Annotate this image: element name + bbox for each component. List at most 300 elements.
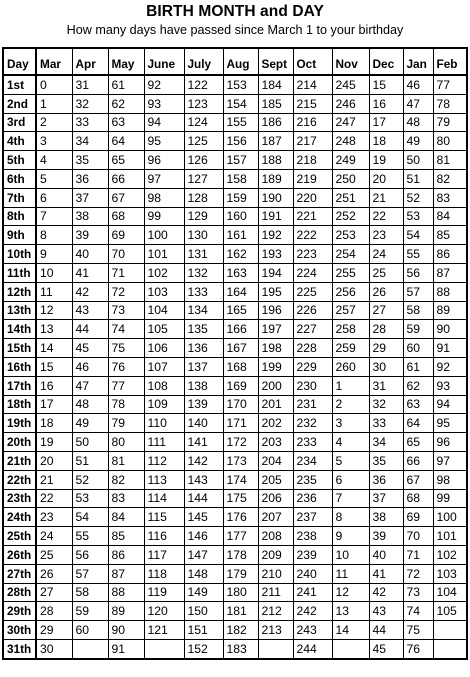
day-label-cell: 20th [3, 433, 36, 452]
day-count-cell: 60 [403, 339, 433, 358]
day-count-cell: 133 [184, 282, 223, 301]
day-count-cell: 119 [144, 583, 184, 602]
day-count-cell: 65 [403, 433, 433, 452]
day-count-cell: 68 [108, 207, 144, 226]
day-count-cell: 137 [184, 357, 223, 376]
day-count-cell: 239 [293, 545, 332, 564]
day-count-cell: 131 [184, 245, 223, 264]
day-count-cell: 32 [72, 94, 108, 113]
day-count-cell: 98 [433, 470, 467, 489]
day-count-cell: 46 [403, 75, 433, 94]
day-count-cell: 107 [144, 357, 184, 376]
day-label-cell: 29th [3, 602, 36, 621]
day-label-cell: 2nd [3, 94, 36, 113]
day-count-cell: 71 [403, 545, 433, 564]
table-row [3, 414, 467, 433]
day-count-cell: 68 [403, 489, 433, 508]
day-count-cell: 20 [369, 169, 403, 188]
day-count-cell: 143 [184, 470, 223, 489]
day-count-cell: 115 [144, 508, 184, 527]
day-count-cell: 255 [332, 263, 369, 282]
day-count-cell [332, 639, 369, 658]
day-count-cell: 154 [223, 94, 258, 113]
day-label-cell: 26th [3, 545, 36, 564]
day-label-cell: 30th [3, 621, 36, 640]
day-count-cell: 123 [184, 94, 223, 113]
day-count-cell: 51 [72, 451, 108, 470]
day-label-cell: 25th [3, 527, 36, 546]
table-row [3, 226, 467, 245]
day-count-cell [433, 639, 467, 658]
day-count-cell: 207 [258, 508, 293, 527]
day-count-cell: 170 [223, 395, 258, 414]
day-label-cell: 4th [3, 132, 36, 151]
day-count-cell: 259 [332, 339, 369, 358]
table-row [3, 545, 467, 564]
column-header-mar: Mar [36, 48, 72, 75]
day-count-cell: 91 [108, 639, 144, 658]
day-count-cell: 79 [433, 113, 467, 132]
day-count-cell: 8 [332, 508, 369, 527]
day-label-cell: 19th [3, 414, 36, 433]
day-count-cell: 216 [293, 113, 332, 132]
day-count-cell: 148 [184, 564, 223, 583]
day-count-cell: 39 [72, 226, 108, 245]
day-count-cell: 126 [184, 151, 223, 170]
day-count-cell: 122 [184, 75, 223, 94]
day-count-cell: 80 [108, 433, 144, 452]
day-count-cell: 103 [433, 564, 467, 583]
table-row [3, 470, 467, 489]
table-row [3, 564, 467, 583]
day-count-cell: 103 [144, 282, 184, 301]
day-count-cell: 217 [293, 132, 332, 151]
day-label-cell: 17th [3, 376, 36, 395]
day-count-cell: 200 [258, 376, 293, 395]
table-row [3, 188, 467, 207]
table-row [3, 320, 467, 339]
day-label-cell: 6th [3, 169, 36, 188]
day-count-cell: 21 [36, 470, 72, 489]
day-count-cell: 40 [369, 545, 403, 564]
day-count-cell: 87 [433, 263, 467, 282]
day-count-cell: 11 [332, 564, 369, 583]
day-count-cell: 189 [258, 169, 293, 188]
day-count-cell: 138 [184, 376, 223, 395]
day-count-cell: 105 [433, 602, 467, 621]
day-count-cell: 117 [144, 545, 184, 564]
day-count-cell: 36 [369, 470, 403, 489]
day-count-cell: 3 [36, 132, 72, 151]
day-count-cell: 112 [144, 451, 184, 470]
day-count-cell: 206 [258, 489, 293, 508]
day-count-cell: 41 [369, 564, 403, 583]
day-count-cell: 19 [369, 151, 403, 170]
day-count-cell: 71 [108, 263, 144, 282]
day-count-cell: 86 [108, 545, 144, 564]
day-count-cell: 74 [403, 602, 433, 621]
day-count-cell: 250 [332, 169, 369, 188]
table-row [3, 639, 467, 658]
day-count-cell: 149 [184, 583, 223, 602]
day-count-cell: 43 [369, 602, 403, 621]
day-count-cell: 197 [258, 320, 293, 339]
day-count-cell: 27 [36, 583, 72, 602]
day-count-cell: 98 [144, 188, 184, 207]
table-row [3, 301, 467, 320]
day-count-cell: 88 [108, 583, 144, 602]
day-count-cell: 51 [403, 169, 433, 188]
table-row [3, 245, 467, 264]
day-count-cell: 201 [258, 395, 293, 414]
day-count-cell: 222 [293, 226, 332, 245]
column-header-may: May [108, 48, 144, 75]
day-label-cell: 14th [3, 320, 36, 339]
day-count-cell: 0 [36, 75, 72, 94]
day-count-cell: 49 [403, 132, 433, 151]
column-header-nov: Nov [332, 48, 369, 75]
day-count-cell: 101 [144, 245, 184, 264]
table-row [3, 339, 467, 358]
day-count-cell: 165 [223, 301, 258, 320]
day-count-cell: 91 [433, 339, 467, 358]
day-count-cell: 253 [332, 226, 369, 245]
day-count-cell: 96 [144, 151, 184, 170]
table-row [3, 282, 467, 301]
day-count-cell: 226 [293, 301, 332, 320]
table-row [3, 151, 467, 170]
day-count-cell: 84 [108, 508, 144, 527]
day-count-cell: 244 [293, 639, 332, 658]
day-label-cell: 9th [3, 226, 36, 245]
day-count-cell: 225 [293, 282, 332, 301]
day-count-cell: 102 [144, 263, 184, 282]
day-count-cell: 13 [36, 320, 72, 339]
day-count-cell: 99 [433, 489, 467, 508]
day-count-cell: 190 [258, 188, 293, 207]
column-header-feb: Feb [433, 48, 467, 75]
day-count-cell: 44 [72, 320, 108, 339]
day-count-cell: 8 [36, 226, 72, 245]
day-count-cell: 77 [433, 75, 467, 94]
day-count-cell: 16 [36, 376, 72, 395]
day-count-cell: 60 [72, 621, 108, 640]
day-count-cell: 227 [293, 320, 332, 339]
day-count-cell: 164 [223, 282, 258, 301]
day-count-cell: 23 [369, 226, 403, 245]
day-count-cell: 44 [369, 621, 403, 640]
day-count-cell: 125 [184, 132, 223, 151]
day-count-cell: 245 [332, 75, 369, 94]
day-count-cell: 67 [108, 188, 144, 207]
table-row [3, 94, 467, 113]
column-header-aug: Aug [223, 48, 258, 75]
column-header-june: June [144, 48, 184, 75]
day-count-cell: 134 [184, 301, 223, 320]
column-header-sept: Sept [258, 48, 293, 75]
day-count-cell: 233 [293, 433, 332, 452]
day-count-cell: 218 [293, 151, 332, 170]
day-count-cell: 173 [223, 451, 258, 470]
day-count-cell: 205 [258, 470, 293, 489]
day-count-cell: 254 [332, 245, 369, 264]
day-count-cell: 184 [258, 75, 293, 94]
day-count-cell: 110 [144, 414, 184, 433]
day-count-cell: 20 [36, 451, 72, 470]
day-count-cell: 24 [369, 245, 403, 264]
day-count-cell: 211 [258, 583, 293, 602]
day-count-cell: 214 [293, 75, 332, 94]
day-count-cell: 97 [144, 169, 184, 188]
day-count-cell: 258 [332, 320, 369, 339]
day-count-cell: 41 [72, 263, 108, 282]
day-count-cell: 73 [403, 583, 433, 602]
day-count-cell: 199 [258, 357, 293, 376]
table-row [3, 527, 467, 546]
day-count-cell: 161 [223, 226, 258, 245]
day-count-cell: 202 [258, 414, 293, 433]
day-count-cell: 96 [433, 433, 467, 452]
day-count-cell: 208 [258, 527, 293, 546]
day-count-cell: 136 [184, 339, 223, 358]
day-count-cell: 75 [403, 621, 433, 640]
day-count-cell: 10 [332, 545, 369, 564]
table-row [3, 621, 467, 640]
day-count-cell: 54 [72, 508, 108, 527]
day-count-cell: 55 [72, 527, 108, 546]
day-count-cell: 249 [332, 151, 369, 170]
day-count-cell: 40 [72, 245, 108, 264]
day-count-cell: 229 [293, 357, 332, 376]
table-row [3, 451, 467, 470]
day-count-cell: 43 [72, 301, 108, 320]
day-label-cell: 8th [3, 207, 36, 226]
day-count-cell: 105 [144, 320, 184, 339]
day-count-cell: 248 [332, 132, 369, 151]
day-count-cell: 172 [223, 433, 258, 452]
day-count-cell: 120 [144, 602, 184, 621]
day-count-cell: 151 [184, 621, 223, 640]
day-count-cell: 92 [433, 357, 467, 376]
day-count-cell: 102 [433, 545, 467, 564]
day-count-cell: 195 [258, 282, 293, 301]
day-count-cell: 168 [223, 357, 258, 376]
day-count-cell: 194 [258, 263, 293, 282]
day-count-cell: 26 [36, 564, 72, 583]
day-count-cell: 37 [72, 188, 108, 207]
day-count-cell: 16 [369, 94, 403, 113]
day-count-cell: 22 [369, 207, 403, 226]
day-label-cell: 31th [3, 639, 36, 658]
day-count-cell: 236 [293, 489, 332, 508]
day-count-cell: 163 [223, 263, 258, 282]
day-count-cell: 19 [36, 433, 72, 452]
day-count-cell: 167 [223, 339, 258, 358]
table-row [3, 395, 467, 414]
day-count-cell: 4 [36, 151, 72, 170]
day-label-cell: 23th [3, 489, 36, 508]
day-count-cell: 12 [36, 301, 72, 320]
day-count-cell: 63 [403, 395, 433, 414]
day-count-cell: 232 [293, 414, 332, 433]
day-count-cell: 186 [258, 113, 293, 132]
day-count-cell: 65 [108, 151, 144, 170]
day-count-cell: 78 [108, 395, 144, 414]
day-count-cell: 204 [258, 451, 293, 470]
day-count-cell: 64 [403, 414, 433, 433]
day-count-cell [258, 639, 293, 658]
day-count-cell: 2 [332, 395, 369, 414]
day-count-cell: 213 [258, 621, 293, 640]
day-count-cell: 63 [108, 113, 144, 132]
day-count-cell: 45 [72, 339, 108, 358]
day-label-cell: 13th [3, 301, 36, 320]
day-label-cell: 12th [3, 282, 36, 301]
day-count-cell: 1 [36, 94, 72, 113]
day-count-cell: 243 [293, 621, 332, 640]
day-label-cell: 1st [3, 75, 36, 94]
day-count-cell: 39 [369, 527, 403, 546]
day-count-cell: 77 [108, 376, 144, 395]
day-count-cell: 22 [36, 489, 72, 508]
day-count-cell: 92 [144, 75, 184, 94]
day-count-cell: 94 [144, 113, 184, 132]
day-count-cell: 14 [332, 621, 369, 640]
table-body [3, 75, 467, 659]
day-count-cell: 210 [258, 564, 293, 583]
day-count-cell: 203 [258, 433, 293, 452]
day-count-cell: 57 [403, 282, 433, 301]
day-count-cell: 4 [332, 433, 369, 452]
day-count-cell: 176 [223, 508, 258, 527]
day-count-cell: 26 [369, 282, 403, 301]
day-count-cell: 192 [258, 226, 293, 245]
day-count-cell: 171 [223, 414, 258, 433]
table-row [3, 263, 467, 282]
day-label-cell: 5th [3, 151, 36, 170]
day-count-cell: 209 [258, 545, 293, 564]
table-row [3, 132, 467, 151]
day-count-cell: 79 [108, 414, 144, 433]
day-count-cell: 85 [108, 527, 144, 546]
day-count-cell: 9 [36, 245, 72, 264]
column-header-oct: Oct [293, 48, 332, 75]
day-count-cell: 178 [223, 545, 258, 564]
day-count-cell: 100 [144, 226, 184, 245]
table-row [3, 376, 467, 395]
day-count-cell: 155 [223, 113, 258, 132]
day-count-cell: 215 [293, 94, 332, 113]
day-label-cell: 7th [3, 188, 36, 207]
day-count-cell: 61 [108, 75, 144, 94]
day-count-cell: 10 [36, 263, 72, 282]
day-count-cell: 53 [403, 207, 433, 226]
day-count-cell: 111 [144, 433, 184, 452]
day-count-cell: 230 [293, 376, 332, 395]
table-row [3, 113, 467, 132]
day-count-cell: 42 [369, 583, 403, 602]
day-count-cell: 52 [72, 470, 108, 489]
day-count-cell: 219 [293, 169, 332, 188]
day-count-cell: 33 [72, 113, 108, 132]
day-count-cell: 100 [433, 508, 467, 527]
day-count-cell: 104 [433, 583, 467, 602]
day-count-cell: 56 [72, 545, 108, 564]
day-count-cell: 246 [332, 94, 369, 113]
day-count-cell: 152 [184, 639, 223, 658]
day-count-cell: 28 [369, 320, 403, 339]
day-count-cell: 124 [184, 113, 223, 132]
day-count-cell: 29 [36, 621, 72, 640]
day-count-cell: 31 [72, 75, 108, 94]
day-count-cell: 185 [258, 94, 293, 113]
day-count-cell: 14 [36, 339, 72, 358]
table-row [3, 207, 467, 226]
day-count-cell: 104 [144, 301, 184, 320]
day-label-cell: 28th [3, 583, 36, 602]
day-count-cell: 93 [144, 94, 184, 113]
day-count-cell: 142 [184, 451, 223, 470]
day-label-cell: 16th [3, 357, 36, 376]
day-count-cell: 76 [403, 639, 433, 658]
day-count-cell: 69 [403, 508, 433, 527]
day-count-cell: 17 [369, 113, 403, 132]
day-count-cell: 9 [332, 527, 369, 546]
day-count-cell: 52 [403, 188, 433, 207]
table-row [3, 583, 467, 602]
day-count-cell: 87 [108, 564, 144, 583]
day-label-cell: 15th [3, 339, 36, 358]
table-row [3, 75, 467, 94]
day-count-cell: 70 [108, 245, 144, 264]
day-count-cell [144, 639, 184, 658]
day-count-cell: 47 [72, 376, 108, 395]
day-count-cell: 146 [184, 527, 223, 546]
day-count-cell: 188 [258, 151, 293, 170]
day-count-cell: 93 [433, 376, 467, 395]
day-count-cell: 256 [332, 282, 369, 301]
day-count-cell: 89 [433, 301, 467, 320]
column-header-july: July [184, 48, 223, 75]
day-count-cell: 182 [223, 621, 258, 640]
day-count-cell: 101 [433, 527, 467, 546]
day-count-cell: 247 [332, 113, 369, 132]
day-count-cell: 121 [144, 621, 184, 640]
day-count-cell: 128 [184, 188, 223, 207]
day-count-cell: 132 [184, 263, 223, 282]
day-count-cell: 13 [332, 602, 369, 621]
day-count-cell: 95 [144, 132, 184, 151]
day-count-cell: 25 [369, 263, 403, 282]
day-count-cell: 67 [403, 470, 433, 489]
day-count-cell: 160 [223, 207, 258, 226]
day-count-cell: 18 [369, 132, 403, 151]
day-count-cell: 33 [369, 414, 403, 433]
day-count-cell: 260 [332, 357, 369, 376]
day-count-cell: 89 [108, 602, 144, 621]
day-count-cell: 1 [332, 376, 369, 395]
day-count-cell: 6 [332, 470, 369, 489]
day-count-cell: 220 [293, 188, 332, 207]
birth-days-table [2, 47, 468, 660]
day-count-cell: 35 [369, 451, 403, 470]
day-count-cell: 72 [403, 564, 433, 583]
day-count-cell: 48 [403, 113, 433, 132]
day-count-cell: 141 [184, 433, 223, 452]
page-title: BIRTH MONTH and DAY [146, 3, 324, 20]
day-count-cell: 83 [108, 489, 144, 508]
day-count-cell: 50 [403, 151, 433, 170]
